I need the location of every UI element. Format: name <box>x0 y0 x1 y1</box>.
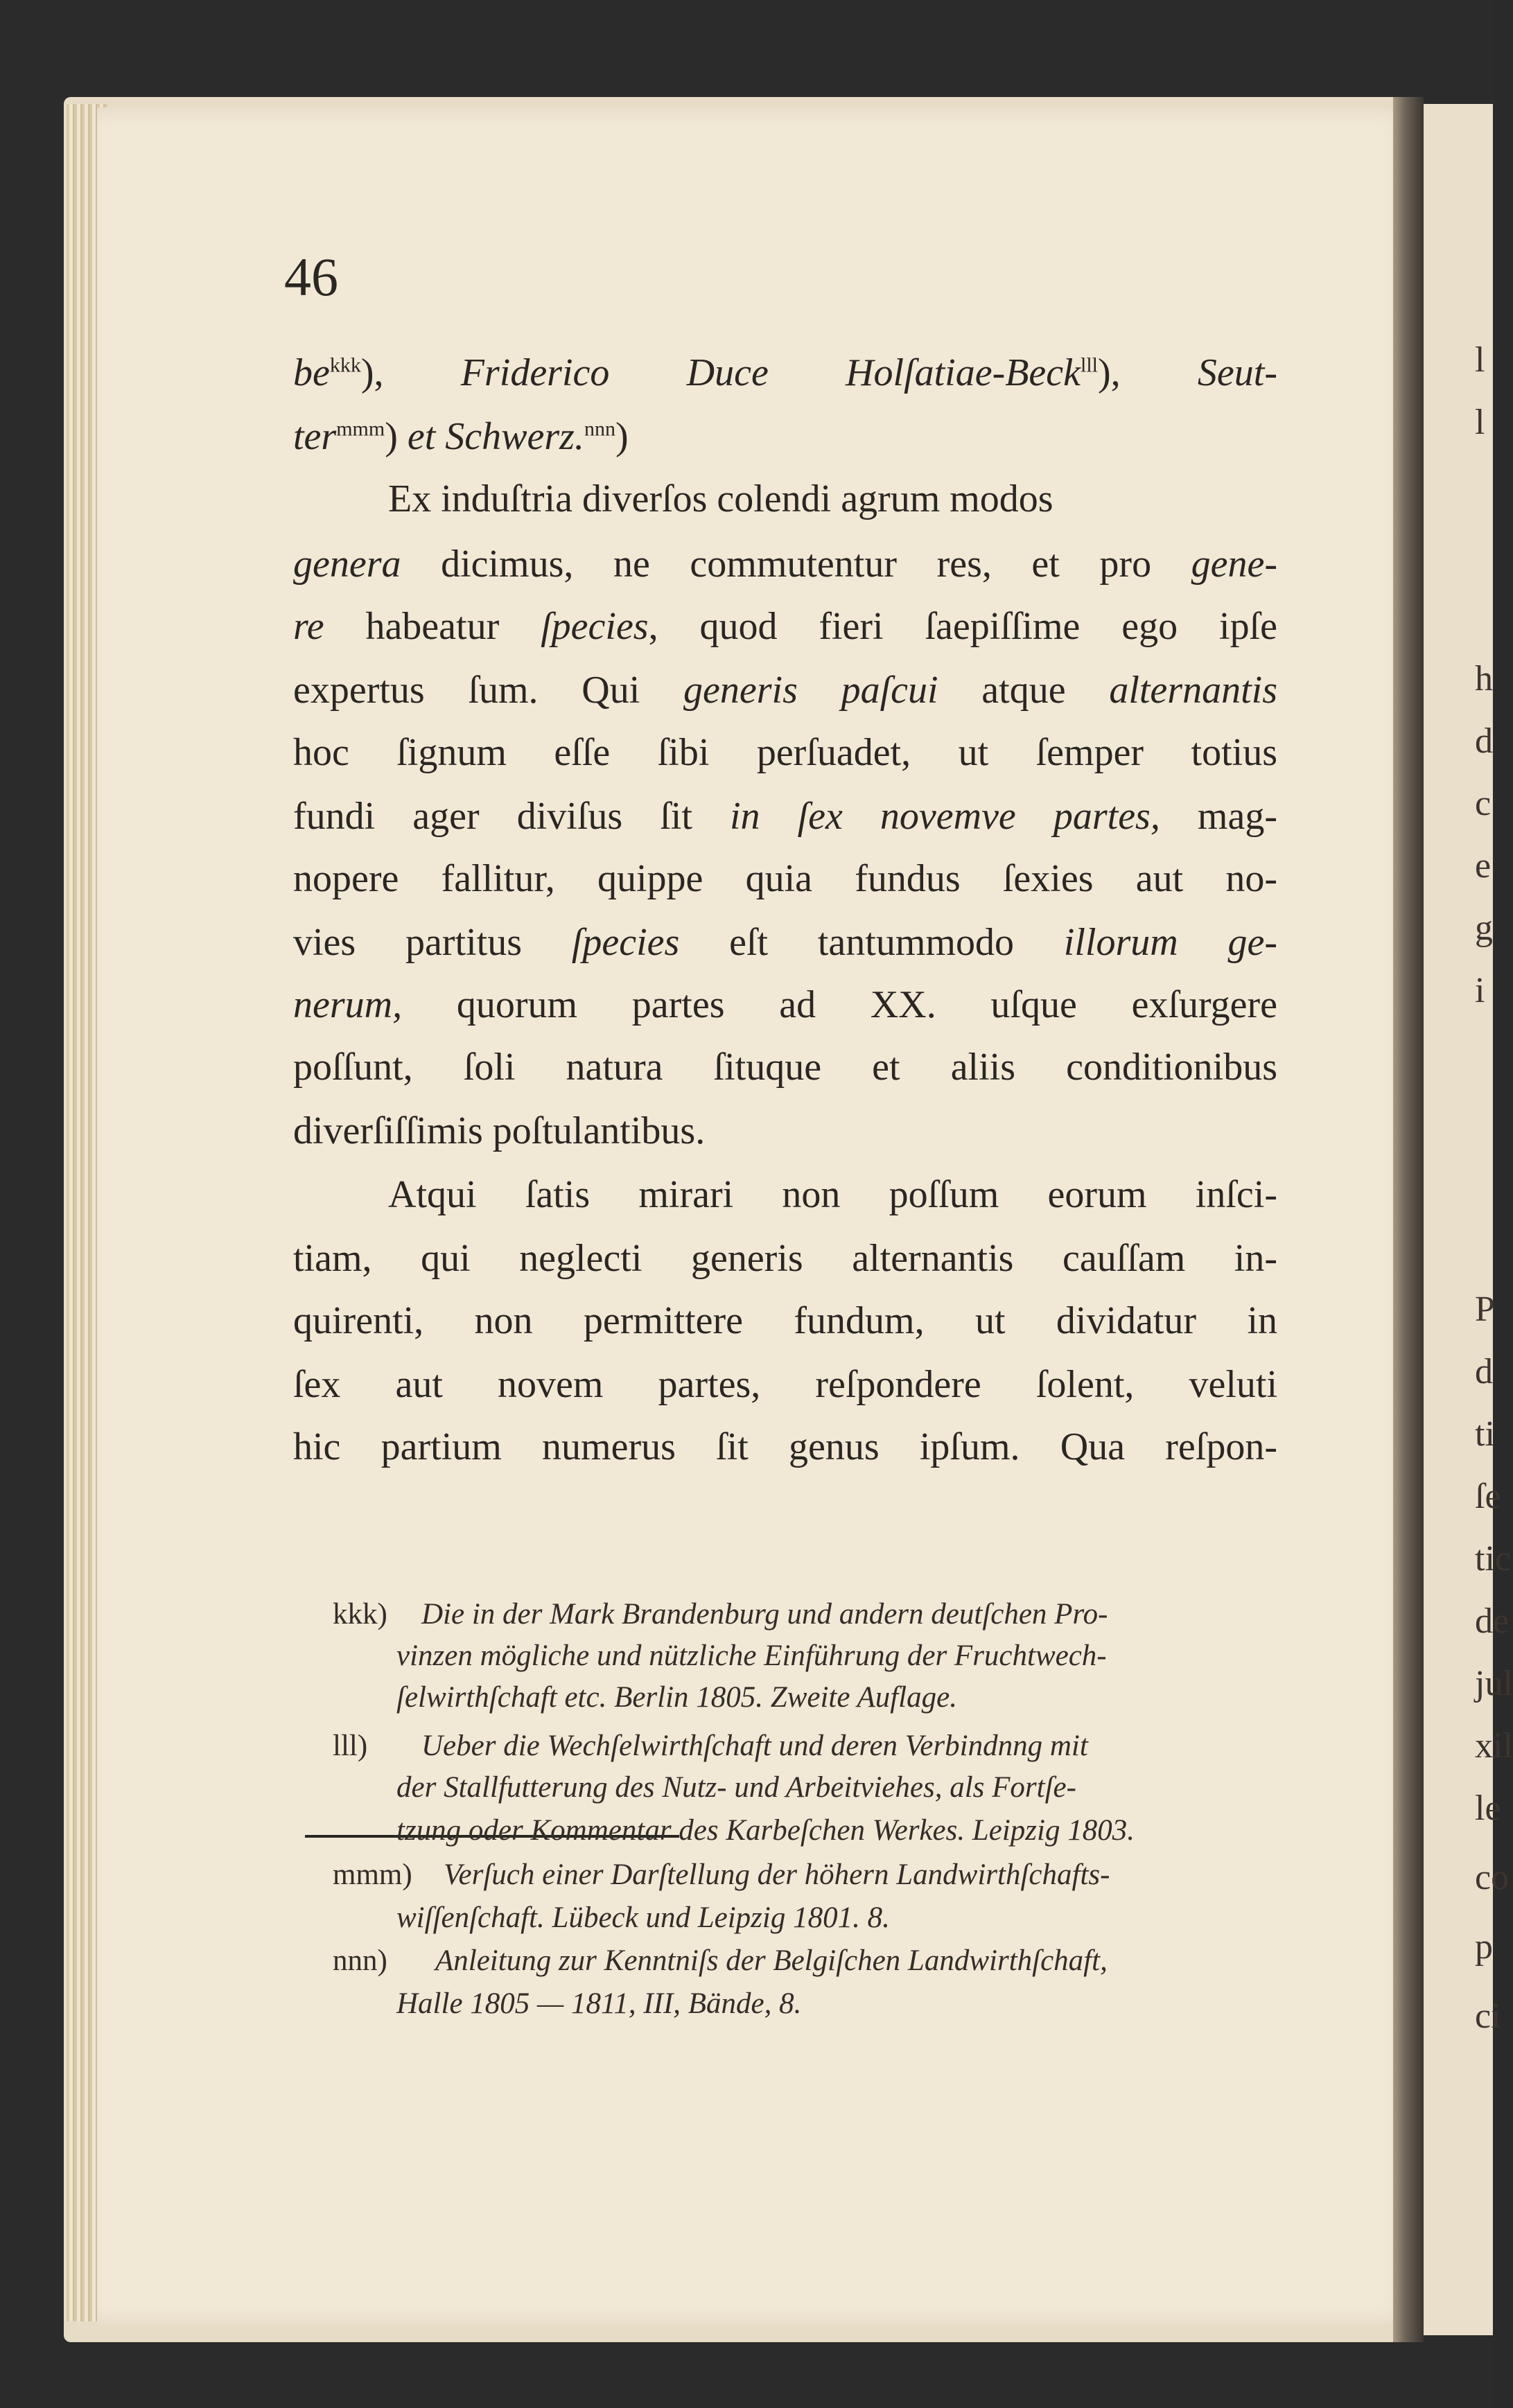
footnote-line: Die in der Mark Brandenburg und andern deutſchen Pro- <box>421 1598 1108 1631</box>
text-span: expertus ſum. Qui <box>293 669 684 712</box>
text-span: hic partium numerus ſit genus ipſum. Qua reſpon- <box>293 1425 1277 1468</box>
adjacent-page-letter: de <box>1475 1601 1510 1641</box>
footnote-ref: mmm <box>336 417 385 441</box>
adjacent-page-letter: d <box>1475 721 1493 761</box>
body-line <box>293 977 1277 1032</box>
adjacent-page-letter: e <box>1475 846 1492 886</box>
adjacent-page-letter: g <box>1475 908 1493 948</box>
footnote-ref: kkk <box>329 353 361 377</box>
text-span: hoc ſignum eſſe ſibi perſuadet, ut ſemper totius <box>293 731 1277 774</box>
adjacent-page-letter: co <box>1475 1858 1510 1897</box>
footnote-ref: lll <box>1081 353 1099 377</box>
adjacent-page-letter: tic <box>1475 1539 1511 1579</box>
italic-span: be <box>293 351 330 394</box>
italic-span: ſpecies <box>541 605 649 648</box>
footnote-line: wiſſenſchaft. Lübeck und Leipzig 1801. 8. <box>396 1901 890 1934</box>
footnote-line: Verſuch einer Darſtellung der höhern Landwirthſchafts- <box>444 1858 1110 1891</box>
text-span: atque <box>938 669 1110 712</box>
text-span: ſex aut novem partes, reſpondere ſolent, veluti <box>293 1363 1277 1406</box>
adjacent-page-letter: xil <box>1475 1726 1513 1766</box>
text-span: Ex induſtria diverſos colendi agrum modos <box>388 477 1053 520</box>
text-span: poſſunt, ſoli natura ſituque et aliis conditionibus <box>293 1046 1277 1089</box>
italic-span: ſpecies <box>571 921 680 964</box>
body-line <box>293 536 1277 592</box>
text-span: dicimus, ne commutentur res, et pro <box>401 543 1191 586</box>
italic-span: genera <box>293 543 401 586</box>
adjacent-page-letter: l <box>1475 403 1485 442</box>
adjacent-page-letter: jul <box>1475 1664 1513 1703</box>
text-span: quirenti, non permittere fundum, ut dividatur in <box>293 1299 1277 1342</box>
footnote-line: Ueber die Wechſelwirthſchaft und deren Verbindnng mit <box>421 1730 1088 1762</box>
italic-span: illorum ge- <box>1063 921 1277 964</box>
body-line <box>293 789 1277 844</box>
text-span: eſt tantummodo <box>679 921 1064 964</box>
body-line <box>293 1357 1277 1412</box>
text-span: tiam, qui neglecti generis alternantis cauſſam in- <box>293 1237 1277 1280</box>
body-line <box>293 409 1277 464</box>
italic-span: Friderico Duce Holſatiae-Beck <box>460 351 1081 394</box>
text-span: ) <box>385 415 408 458</box>
text-span: vies partitus <box>293 921 572 964</box>
italic-span: nerum, <box>293 983 403 1026</box>
italic-span: re <box>293 605 324 648</box>
italic-span: ter <box>293 415 337 458</box>
body-line <box>293 345 1277 401</box>
text-span: mag- <box>1160 795 1277 838</box>
footnote-line: Anleitung zur Kenntniſs der Belgiſchen Landwirthſchaft, <box>435 1944 1108 1977</box>
body-line <box>293 1103 1277 1159</box>
page-number: 46 <box>284 247 338 307</box>
body-line <box>293 1419 1277 1475</box>
adjacent-page-letter: ci <box>1475 1996 1501 2036</box>
italic-span: alternantis <box>1109 669 1277 712</box>
text-span: ), <box>1098 351 1198 394</box>
body-line <box>293 662 1277 718</box>
adjacent-page-letter: p <box>1475 1927 1493 1967</box>
footnote-line: ſelwirthſchaft etc. Berlin 1805. Zweite Auflage. <box>396 1681 957 1714</box>
adjacent-page-letter: d <box>1475 1352 1493 1391</box>
text-span: habeatur <box>324 605 541 648</box>
footnote-label: nnn) <box>333 1944 387 1977</box>
text-span: quorum partes ad XX. uſque exſurgere <box>402 983 1277 1026</box>
book-gutter <box>1393 97 1424 2342</box>
footnote-line: Halle 1805 — 1811, III, Bände, 8. <box>396 1987 802 2020</box>
footnote-line: vinzen mögliche und nützliche Einführung der Fruchtwech- <box>396 1640 1107 1672</box>
body-line <box>293 1231 1277 1286</box>
italic-span: et Schwerz. <box>407 415 584 458</box>
footnote-ref: nnn <box>584 417 615 441</box>
body-line <box>293 725 1277 780</box>
body-line <box>293 599 1277 654</box>
footnote-line: der Stallfutterung des Nutz- und Arbeitviehes, als Fortſe- <box>396 1771 1076 1804</box>
text-span: Atqui ſatis mirari non poſſum eorum inſci- <box>388 1173 1277 1216</box>
text-span: ) <box>615 415 629 458</box>
text-span: fundi ager diviſus ſit <box>293 795 730 838</box>
adjacent-page-letter: i <box>1475 971 1485 1010</box>
adjacent-page-letter: c <box>1475 784 1492 823</box>
adjacent-page-letter: ſe <box>1475 1477 1501 1516</box>
body-line <box>293 851 1277 906</box>
footnote-label: lll) <box>333 1730 368 1762</box>
adjacent-page-letter: h <box>1475 659 1493 698</box>
adjacent-page-letter: ti <box>1475 1414 1495 1454</box>
adjacent-page-letter: P <box>1475 1290 1495 1329</box>
footnote-line: tzung oder Kommentar des Karbeſchen Werkes. Leipzig 1803. <box>396 1814 1135 1847</box>
text-span: nopere fallitur, quippe quia fundus ſexies aut no- <box>293 857 1277 900</box>
footnote-label: kkk) <box>333 1598 387 1631</box>
text-span: diverſiſſimis poſtulantibus. <box>293 1109 706 1152</box>
body-line <box>388 471 1277 527</box>
italic-span: in ſex novemve partes, <box>729 795 1160 838</box>
italic-span: gene- <box>1191 543 1277 586</box>
italic-span: generis paſcui <box>683 669 938 712</box>
adjacent-page-letter: l <box>1475 340 1485 380</box>
adjacent-page-letter: le <box>1475 1789 1501 1828</box>
footnote-label: mmm) <box>333 1858 412 1891</box>
body-line <box>293 915 1277 970</box>
body-line <box>388 1167 1277 1222</box>
text-span: ), <box>360 351 461 394</box>
italic-span: Seut- <box>1197 351 1277 394</box>
body-line <box>293 1039 1277 1095</box>
text-span: , quod fieri ſaepiſſime ego ipſe <box>648 605 1277 648</box>
body-line <box>293 1293 1277 1348</box>
